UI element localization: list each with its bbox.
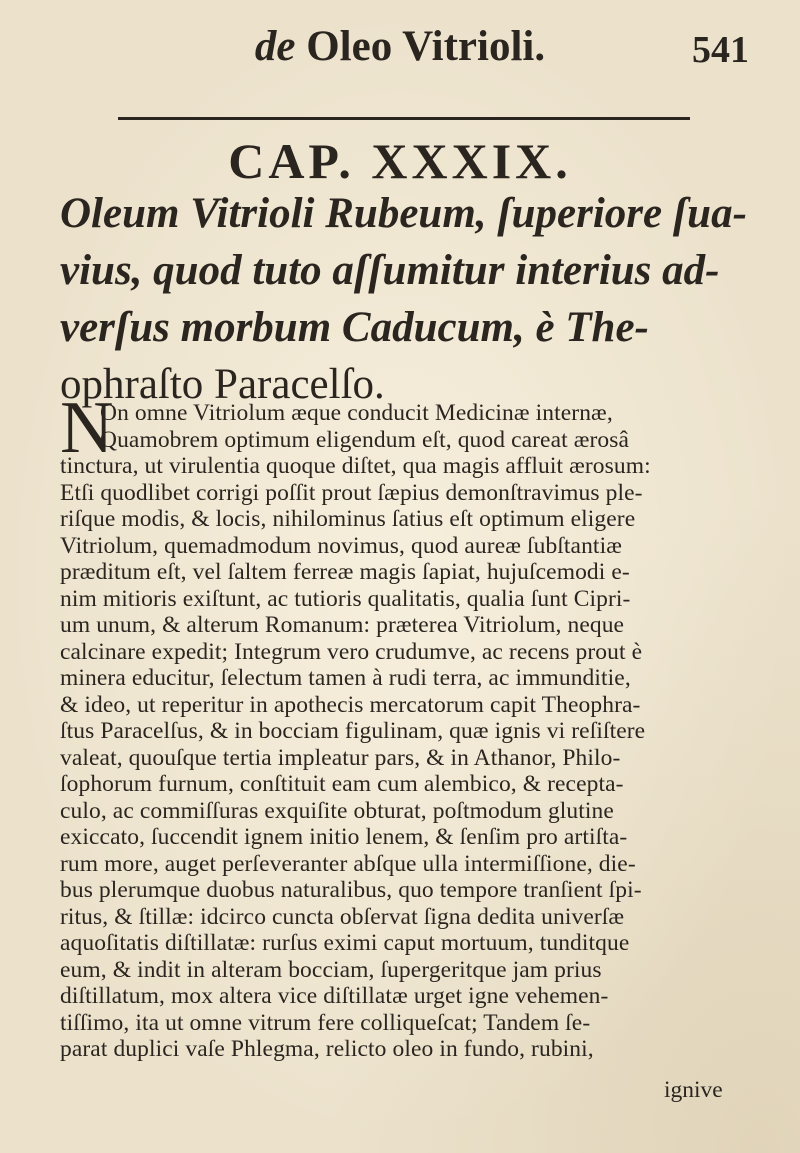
chapter-title-line: Oleum Vitrioli Rubeum, ſuperiore ſua- bbox=[60, 190, 747, 237]
text-line: um unum, & alterum Romanum: præterea Vitriolum, neque bbox=[60, 612, 625, 638]
chapter-heading: CAP. XXXIX. bbox=[228, 133, 572, 189]
text-line: eum, & indit in alteram bocciam, ſupergeritque jam prius bbox=[60, 956, 602, 983]
text-line: tinctura, ut virulentia quoque diſtet, qua magis affluit ærosum: bbox=[60, 453, 651, 479]
header-rule bbox=[118, 117, 690, 120]
running-title-prefix: de bbox=[254, 23, 296, 70]
text-line: culo, ac commiſſuras exquiſite obturat, poſtmodum glutine bbox=[60, 797, 614, 824]
text-line: ſophorum furnum, conſtituit eam cum alembico, & recepta- bbox=[60, 771, 624, 797]
body-text bbox=[60, 387, 760, 1063]
text-line: exiccato, ſuccendit ignem initio lenem, & ſenſim pro artiſta- bbox=[60, 824, 628, 850]
chapter-title-line: verſus morbum Caducum, è The- bbox=[60, 304, 649, 351]
running-title-main: Oleo Vitrioli. bbox=[295, 23, 546, 70]
running-head bbox=[0, 22, 800, 82]
text-line: nim mitioris exiſtunt, ac tutioris qualitatis, qualia ſunt Cipri- bbox=[60, 585, 631, 612]
text-line: calcinare expedit; Integrum vero crudumve, ac recens prout è bbox=[60, 638, 643, 665]
text-line: & ideo, ut reperitur in apothecis mercatorum capit Theophra- bbox=[60, 691, 641, 718]
text-line: Etſi quodlibet corrigi poſſit prout ſæpius demonſtravimus ple- bbox=[60, 479, 643, 506]
text-line: præditum eſt, vel ſaltem ferreæ magis ſapiat, hujuſcemodi e- bbox=[60, 559, 630, 585]
text-line: riſque modis, & locis, nihilominus ſatius eſt optimum eligere bbox=[60, 506, 636, 532]
text-line: rum more, auget perſeveranter abſque ulla intermiſſione, die- bbox=[60, 850, 636, 877]
text-line: ſtus Paracelſus, & in bocciam figulinam, quæ ignis vi reſiſtere bbox=[60, 718, 646, 744]
drop-cap: N bbox=[60, 387, 114, 469]
text-line: aquoſitatis diſtillatæ: rurſus eximi caput mortuum, tunditque bbox=[60, 930, 630, 956]
text-line: bus plerumque duobus naturalibus, quo tempore tranſient ſpi- bbox=[60, 877, 642, 903]
text-line: tiſſimo, ita ut omne vitrum fere colliqueſcat; Tandem ſe- bbox=[60, 1009, 591, 1036]
running-title bbox=[240, 22, 560, 71]
text-line: diſtillatum, mox altera vice diſtillatæ urget igne vehemen- bbox=[60, 983, 609, 1009]
text-line: parat duplici vaſe Phlegma, relicto oleo in fundo, rubini, bbox=[60, 1036, 594, 1062]
catchword: ignive bbox=[664, 1077, 723, 1103]
page-number: 541 bbox=[692, 29, 749, 71]
chapter-title bbox=[60, 185, 750, 413]
text-line: Vitriolum, quemadmodum novimus, quod aureæ ſubſtantiæ bbox=[60, 532, 622, 559]
text-line: valeat, quouſque tertia impleatur pars, & in Athanor, Philo- bbox=[60, 744, 621, 771]
chapter-title-line: ophraſto Paracelſo. bbox=[60, 361, 385, 408]
text-line: Quamobrem optimum eligendum eſt, quod careat ærosâ bbox=[100, 426, 630, 453]
text-line: On omne Vitriolum æque conducit Medicinæ internæ, bbox=[100, 400, 613, 426]
text-line: minera educitur, ſelectum tamen à rudi terra, ac immunditie, bbox=[60, 665, 631, 691]
chapter-title-line: vius, quod tuto aſſumitur interius ad- bbox=[60, 247, 720, 294]
text-line: ritus, & ſtillæ: idcirco cuncta obſervat ſigna dedita univerſæ bbox=[60, 903, 625, 930]
